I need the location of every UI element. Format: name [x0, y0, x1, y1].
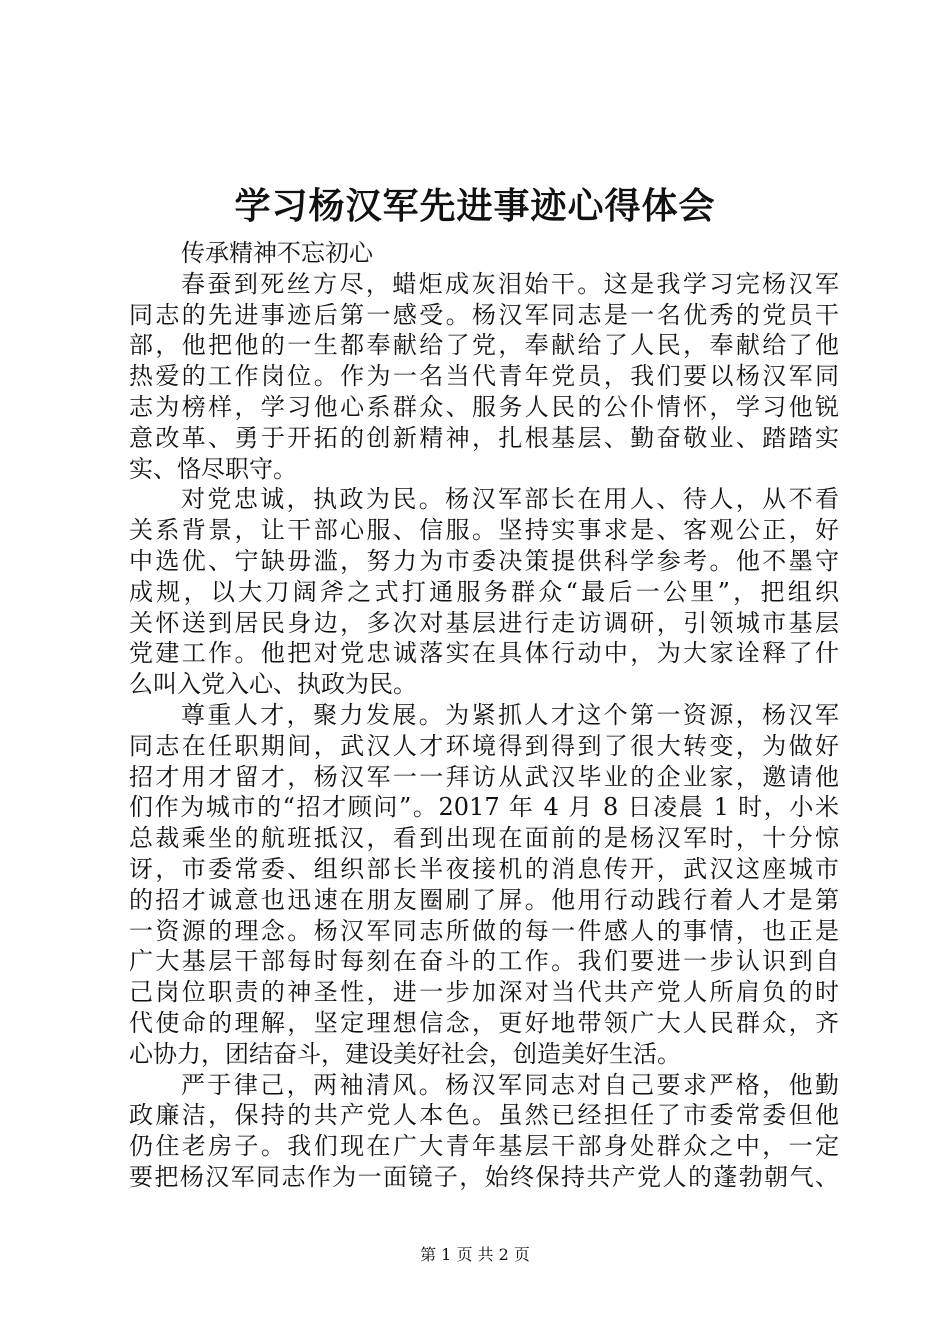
text-line: 严于律己，两袖清风。杨汉军同志对自己要求严格，他勤	[181, 1070, 839, 1099]
text-line: 同志在任职期间，武汉人才环境得到得到了很大转变，为做好	[129, 731, 839, 760]
text-line: 传承精神不忘初心	[181, 239, 373, 267]
text-line: 意改革、勇于开拓的创新精神，扎根基层、勤奋敬业、踏踏实	[129, 423, 839, 452]
document-title: 学习杨汉军先进事迹心得体会	[234, 185, 716, 227]
text-line: 仍住老房子。我们现在广大青年基层干部身处群众之中，一定	[129, 1132, 839, 1161]
text-line: 关系背景，让干部心服、信服。坚持实事求是、客观公正，好	[129, 516, 839, 545]
text-line: 么叫入党入心、执政为民。	[129, 670, 417, 699]
text-line: 实、恪尽职守。	[129, 454, 297, 483]
text-line: 部，他把他的一生都奉献给了党，奉献给了人民，奉献给了他	[129, 331, 839, 360]
text-line: 们作为城市的“招才顾问”。2017 年 4 月 8 日凌晨 1 时，小米	[129, 793, 839, 822]
text-line: 中选优、宁缺毋滥，努力为市委决策提供科学参考。他不墨守	[129, 546, 839, 575]
text-line: 对党忠诚，执政为民。杨汉军部长在用人、待人，从不看	[181, 485, 839, 514]
text-line: 一资源的理念。杨汉军同志所做的每一件感人的事情，也正是	[129, 916, 839, 945]
text-line: 同志的先进事迹后第一感受。杨汉军同志是一名优秀的党员干	[129, 300, 839, 329]
text-line: 尊重人才，聚力发展。为紧抓人才这个第一资源，杨汉军	[181, 700, 839, 729]
text-line: 心协力，团结奋斗，建设美好社会，创造美好生活。	[129, 1039, 681, 1068]
text-line: 讶，市委常委、组织部长半夜接机的消息传开，武汉这座城市	[129, 854, 839, 883]
text-line: 志为榜样，学习他心系群众、服务人民的公仆情怀，学习他锐	[129, 392, 839, 421]
text-line: 代使命的理解，坚定理想信念，更好地带领广大人民群众，齐	[129, 1008, 839, 1037]
text-line: 广大基层干部每时每刻在奋斗的工作。我们要进一步认识到自	[129, 947, 839, 976]
text-line: 总裁乘坐的航班抵汉，看到出现在面前的是杨汉军时，十分惊	[129, 824, 839, 853]
text-line: 己岗位职责的神圣性，进一步加深对当代共产党人所肩负的时	[129, 978, 839, 1007]
text-line: 党建工作。他把对党忠诚落实在具体行动中，为大家诠释了什	[129, 639, 839, 668]
text-line: 成规，以大刀阔斧之式打通服务群众“最后一公里”，把组织	[129, 577, 839, 606]
text-line: 关怀送到居民身边，多次对基层进行走访调研，引领城市基层	[129, 608, 839, 637]
text-line: 热爱的工作岗位。作为一名当代青年党员，我们要以杨汉军同	[129, 362, 839, 391]
text-line: 要把杨汉军同志作为一面镜子，始终保持共产党人的蓬勃朝气、	[129, 1162, 839, 1191]
text-line: 政廉洁，保持的共产党人本色。虽然已经担任了市委常委但他	[129, 1101, 839, 1130]
document-body	[129, 238, 839, 1193]
text-line: 的招才诚意也迅速在朋友圈刷了屏。他用行动践行着人才是第	[129, 885, 839, 914]
text-line: 春蚕到死丝方尽，蜡炬成灰泪始干。这是我学习完杨汉军	[181, 269, 839, 298]
page-footer: 第 1 页 共 2 页	[420, 1245, 530, 1264]
text-line: 招才用才留才，杨汉军一一拜访从武汉毕业的企业家，邀请他	[129, 762, 839, 791]
